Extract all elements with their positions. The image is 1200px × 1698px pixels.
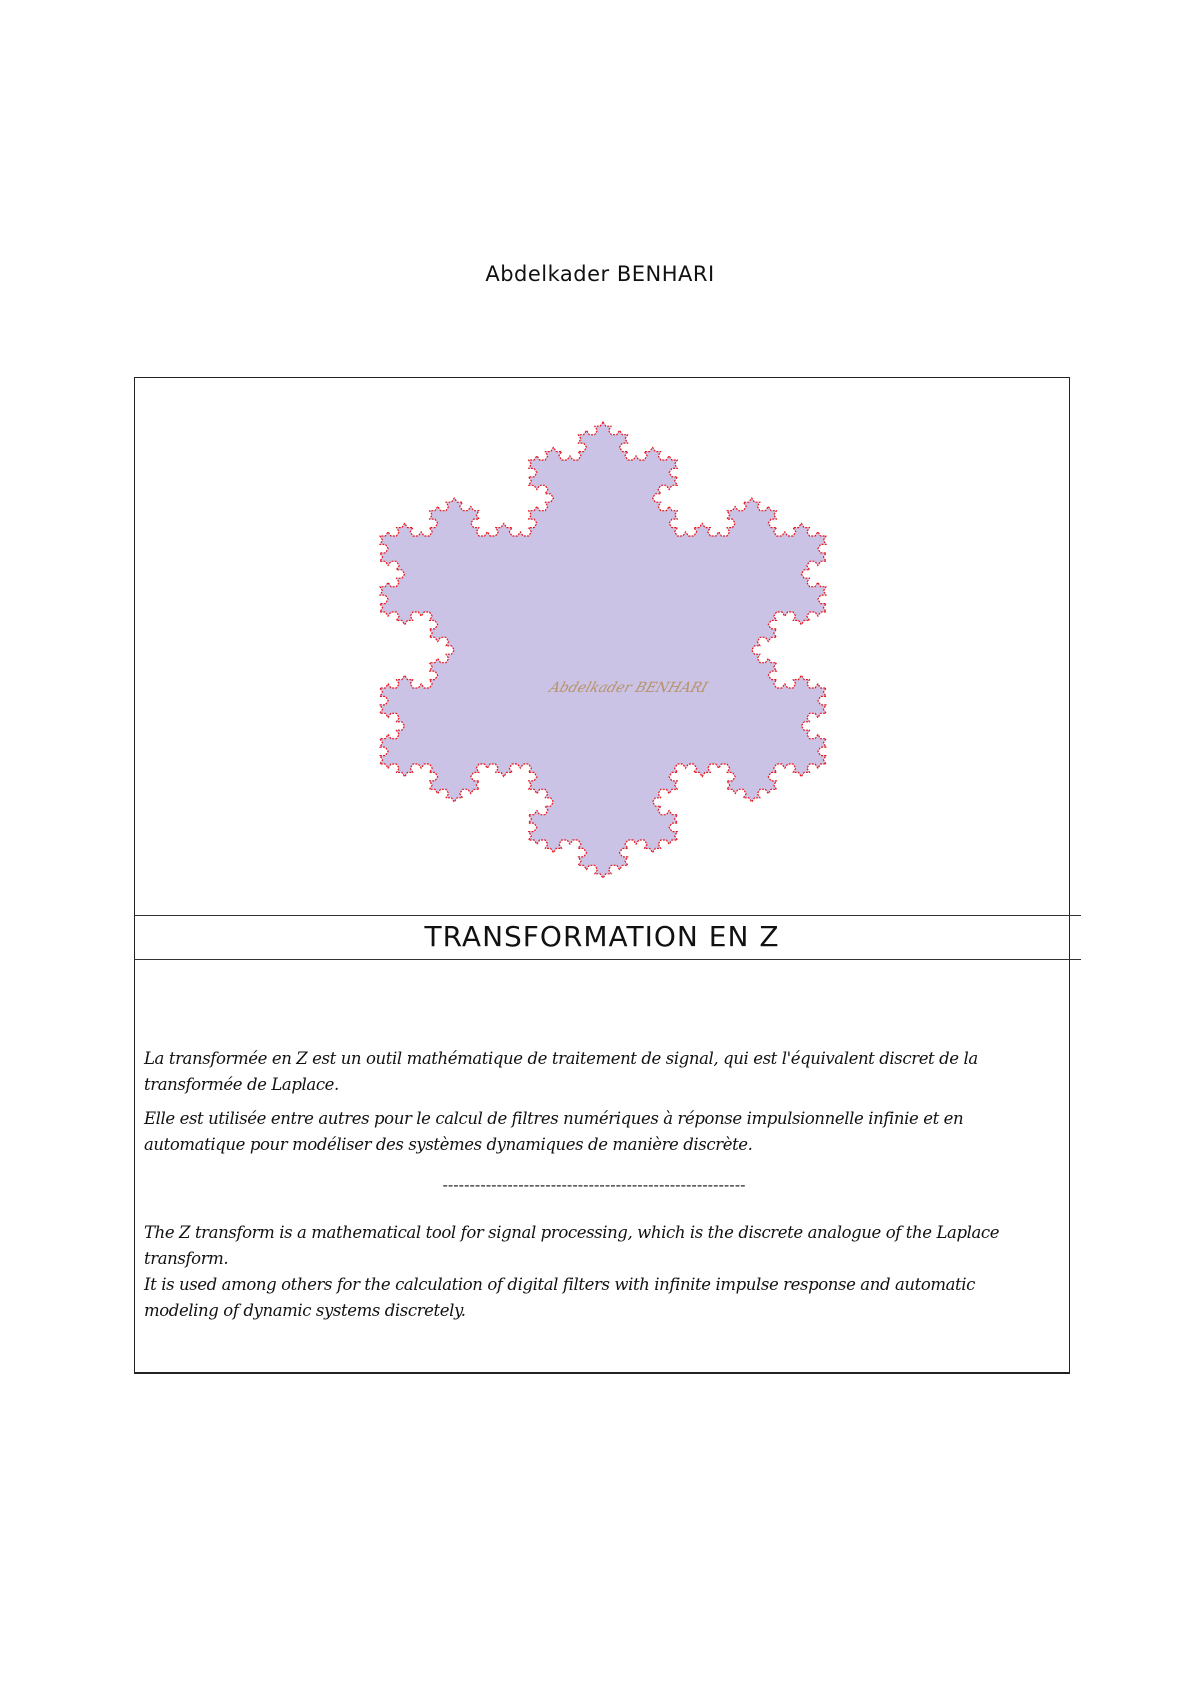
paragraph-english-2: It is used among others for the calculation of digital filters with infinite impulse response and automatic modeling of dynamic systems discretely. (144, 1275, 976, 1320)
separator-line: -------------------------------------------------------- (442, 1176, 746, 1194)
koch-snowflake-figure (135, 378, 1071, 916)
document-title: TRANSFORMATION EN Z (424, 920, 780, 953)
title-band (134, 915, 1081, 960)
author-name: Abdelkader BENHARI (485, 262, 715, 286)
description-text (144, 1046, 1024, 1324)
paragraph-french-1: La transformée en Z est un outil mathématique de traitement de signal, qui est l'équivalent discret de la transformée de Laplace. (144, 1049, 978, 1094)
koch-snowflake-shape (380, 422, 826, 878)
paragraph-french-2: Elle est utilisée entre autres pour le calcul de filtres numériques à réponse impulsionnelle infinie et en automatique pour modéliser des systèmes dynamiques de manière discrète. (144, 1109, 964, 1154)
figure-area (135, 378, 1069, 916)
figure-watermark: Abdelkader BENHARI (547, 680, 710, 696)
paragraph-english-1: The Z transform is a mathematical tool for signal processing, which is the discrete analogue of the Laplace transform. (144, 1223, 1000, 1268)
